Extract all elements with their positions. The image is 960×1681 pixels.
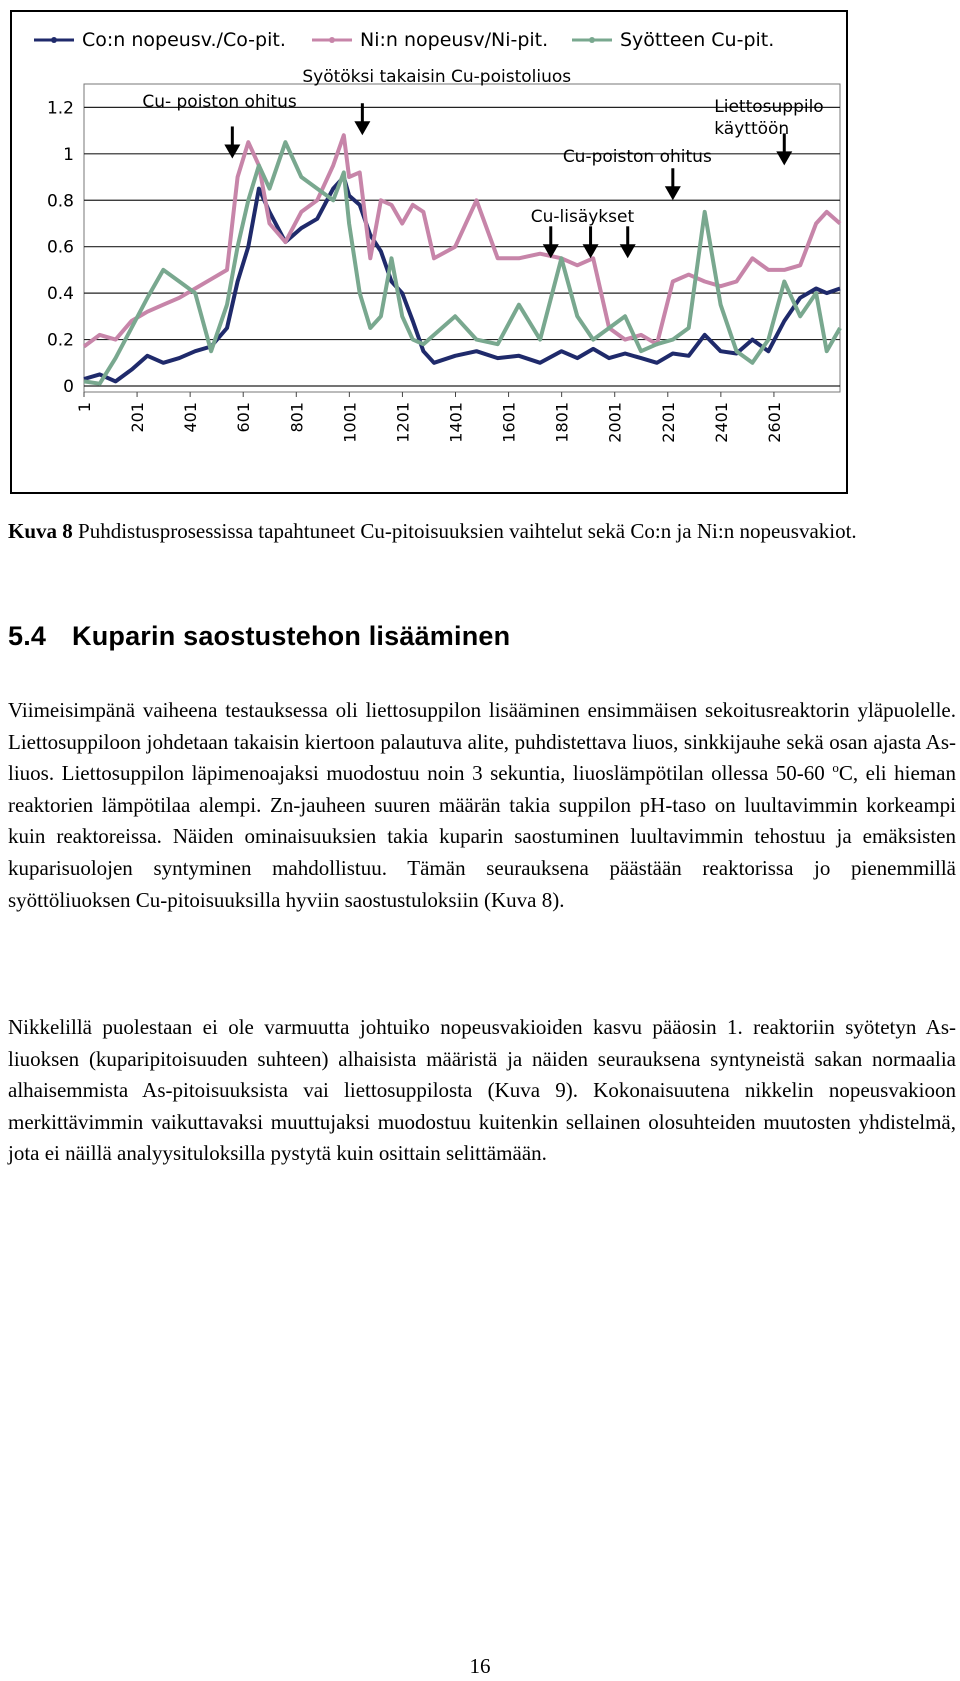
section-title: Kuparin saostustehon lisääminen xyxy=(72,621,511,651)
x-tick-label: 1601 xyxy=(499,402,519,443)
y-tick-label: 0 xyxy=(63,377,74,397)
x-tick-label: 201 xyxy=(128,402,148,433)
caption-text: Puhdistusprosessissa tapahtuneet Cu-pitoisuuksien vaihtelut sekä Co:n ja Ni:n nopeusvakiot. xyxy=(72,519,857,543)
degree-superscript: o xyxy=(832,760,839,776)
paragraph-2 xyxy=(8,1012,956,1170)
legend-marker xyxy=(51,37,57,43)
caption-label: Kuva 8 xyxy=(8,519,73,543)
annotation-label: Cu-poiston ohitus xyxy=(562,147,712,167)
annotation-arrowhead xyxy=(583,244,599,258)
paragraph-1-text-b: C, eli hieman reaktorien lämpötilaa alempi. Zn-jauheen suuren määrän takia suppilon pH-taso on luultavimmin korkeampi kuin reaktoreissa. Näiden ominaisuuksien takia kuparin saostuminen luultavimmin tehostuu ja emäksisten kuparisuolojen syntyminen mahdollistuu. Tämän seurauksena päästään reaktorissa jo pienemmillä syöttöliuoksen Cu-pitoisuuksilla hyviin saostustuloksiin (Kuva 8). xyxy=(8,761,956,912)
x-tick-label: 1001 xyxy=(340,402,360,443)
figure-caption xyxy=(8,516,956,547)
x-tick-label: 2201 xyxy=(658,402,678,443)
series-line-1 xyxy=(84,177,840,381)
x-tick-label: 2001 xyxy=(605,402,625,443)
x-tick-label: 601 xyxy=(234,402,254,433)
annotation-label: käyttöön xyxy=(714,119,790,139)
series-line-2 xyxy=(84,135,840,346)
series-line-3 xyxy=(84,142,840,384)
paragraph-1 xyxy=(8,695,956,916)
legend-marker xyxy=(329,37,335,43)
annotation-label: Cu-lisäykset xyxy=(530,207,635,227)
page-number: 16 xyxy=(469,1654,491,1678)
y-tick-label: 1.2 xyxy=(46,98,74,119)
annotation-label: Syötöksi takaisin Cu-poistoliuos xyxy=(302,67,572,87)
legend-label: Ni:n nopeusv/Ni-pit. xyxy=(360,29,549,51)
y-tick-label: 0.6 xyxy=(46,237,74,258)
legend-marker xyxy=(589,37,595,43)
x-tick-label: 1201 xyxy=(393,402,413,443)
section-heading xyxy=(8,621,510,652)
annotation-arrowhead xyxy=(776,151,792,165)
annotation-label: Liettosuppilo xyxy=(714,97,824,117)
annotation-arrowhead xyxy=(354,121,370,135)
y-tick-label: 0.4 xyxy=(46,284,74,305)
section-number: 5.4 xyxy=(8,621,47,651)
y-tick-label: 0.8 xyxy=(46,191,74,212)
x-tick-label: 2401 xyxy=(711,402,731,443)
paragraph-1-text-a: Viimeisimpänä vaiheena testauksessa oli liettosuppilon lisääminen ensimmäisen sekoitusreaktorin yläpuolelle. Liettosuppiloon johdetaan takaisin kiertoon palautuva alite, puhdistettava liuos, sinkkijauhe sekä osan ajasta As-liuos. Liettosuppilon läpimenoajaksi muodostuu noin 3 sekuntia, liuoslämpötilan ollessa 50-60 xyxy=(8,698,956,786)
annotation-arrowhead xyxy=(224,144,240,158)
x-tick-label: 401 xyxy=(181,402,201,433)
annotation-arrowhead xyxy=(620,244,636,258)
paragraph-2-text: Nikkelillä puolestaan ei ole varmuutta johtuiko nopeusvakioiden kasvu pääosin 1. reaktoriin syötetyn As-liuoksen (kuparipitoisuuden suhteen) alhaisista määristä ja näiden seurauksena syntyneistä sakan normaalia alhaisemmista As-pitoisuuksista vai liettosuppilosta (Kuva 9). Kokonaisuutena nikkelin nopeusvakioon merkittävimmin vaikuttavaksi muuttujaksi muodostuu kuitenkin sellainen olosuhteiden muutosten yhdistelmä, jota ei näillä analyysituloksilla pystytä kuin osittain selittämään. xyxy=(8,1015,956,1166)
annotation-label: Cu- poiston ohitus xyxy=(142,92,297,112)
chart-svg xyxy=(12,12,846,492)
legend-label: Co:n nopeusv./Co-pit. xyxy=(82,29,286,51)
legend-label: Syötteen Cu-pit. xyxy=(620,29,775,51)
x-tick-label: 1 xyxy=(75,402,94,413)
annotation-arrowhead xyxy=(665,186,681,200)
x-tick-label: 1801 xyxy=(552,402,572,443)
y-tick-label: 1 xyxy=(63,144,74,165)
y-tick-label: 0.2 xyxy=(46,330,74,351)
x-tick-label: 1401 xyxy=(446,402,466,443)
chart-figure xyxy=(10,10,848,494)
x-tick-label: 2601 xyxy=(764,402,784,443)
x-tick-label: 801 xyxy=(287,402,307,433)
